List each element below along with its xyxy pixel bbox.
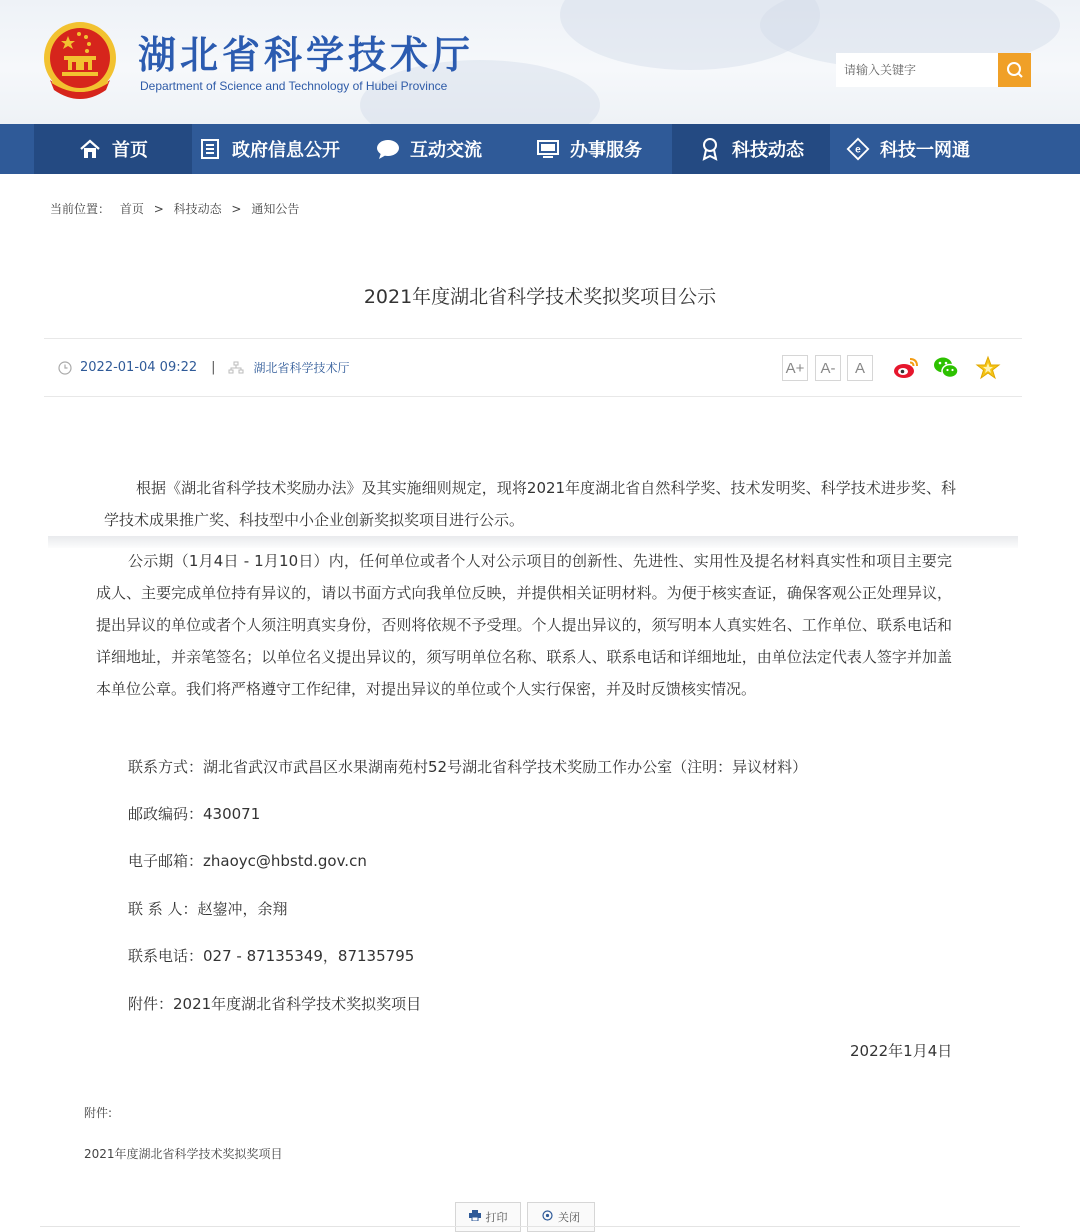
print-label: 打印: [485, 1211, 508, 1224]
organization-icon: [228, 361, 244, 375]
article-meta: [58, 359, 350, 376]
clock-icon: [58, 361, 72, 375]
attachment-link[interactable]: 2021年度湖北省科学技术奖拟奖项目: [84, 1147, 283, 1161]
site-subtitle: Department of Science and Technology of Hubei Province: [140, 79, 448, 93]
attachment-label: 附件:: [84, 1106, 113, 1120]
font-decrease-button[interactable]: A-: [815, 355, 841, 381]
font-default-button[interactable]: A: [847, 355, 873, 381]
email: 电子邮箱：zhaoyc@hbstd.gov.cn: [128, 852, 367, 870]
nav-item-services[interactable]: [536, 124, 642, 174]
weibo-icon[interactable]: [892, 354, 920, 382]
article-meta-bar: [44, 338, 1022, 397]
print-button[interactable]: [455, 1202, 521, 1232]
postcode: 邮政编码：430071: [128, 805, 261, 823]
close-label: 关闭: [558, 1211, 580, 1224]
nav-item-interaction[interactable]: [376, 124, 482, 174]
nav-item-home[interactable]: [34, 124, 192, 174]
close-button[interactable]: [527, 1202, 595, 1232]
article-source: 湖北省科学技术厅: [253, 361, 350, 375]
site-header: [0, 0, 1080, 124]
breadcrumb-item-notices[interactable]: 通知公告: [251, 202, 300, 216]
nav-item-label: 首页: [112, 140, 148, 161]
signature-date: 2022年1月4日: [850, 1042, 953, 1060]
publish-date: 2022-01-04 09:22: [80, 360, 198, 375]
phone: 联系电话：027 - 87135349，87135795: [128, 947, 415, 965]
meta-separator: |: [211, 360, 216, 375]
national-emblem-icon[interactable]: [42, 20, 118, 102]
breadcrumb: [50, 200, 305, 217]
breadcrumb-separator: >: [231, 202, 242, 216]
chat-bubble-icon: [376, 137, 400, 161]
svg-text:e: e: [855, 144, 861, 156]
search-input[interactable]: [836, 53, 998, 87]
breadcrumb-separator: >: [153, 202, 164, 216]
footer-divider: [40, 1226, 1020, 1227]
close-circle-icon: [542, 1210, 553, 1224]
site-title: 湖北省科学技术厅: [138, 32, 475, 77]
search-button[interactable]: [998, 53, 1031, 87]
search-icon: [1005, 60, 1025, 80]
nav-item-label: 政府信息公开: [232, 140, 340, 161]
font-increase-button[interactable]: A+: [782, 355, 808, 381]
favorite-star-icon[interactable]: [974, 354, 1002, 382]
article-paragraph: 根据《湖北省科学技术奖励办法》及其实施细则规定，现将2021年度湖北省自然科学奖、技术发明奖、科学技术进步奖、科学技术成果推广奖、科技型中小企业创新奖拟奖项目进行公示。: [104, 479, 956, 529]
nav-item-label: 科技一网通: [880, 140, 970, 161]
award-icon: [698, 137, 722, 161]
article-title: 2021年度湖北省科学技术奖拟奖项目公示: [363, 286, 717, 308]
breadcrumb-prefix: 当前位置：: [50, 202, 111, 216]
main-nav: [0, 124, 1080, 174]
e-link-icon: [846, 137, 870, 161]
home-icon: [78, 137, 102, 161]
breadcrumb-item-sci-news[interactable]: 科技动态: [173, 202, 222, 216]
nav-item-one-network[interactable]: [846, 124, 970, 174]
contact-person: 联 系 人：赵鋆冲，余翔: [128, 900, 288, 918]
breadcrumb-item-home[interactable]: 首页: [119, 202, 144, 216]
nav-item-gov-info[interactable]: [198, 124, 340, 174]
article-paragraph: 公示期（1月4日 - 1月10日）内，任何单位或者个人对公示项目的创新性、先进性、实用性及提名材料真实性和项目主要完成人、主要完成单位持有异议的，请以书面方式向我单位反映，并提供相关证明材料。为便于核实查证，确保客观公正处理异议，提出异议的单位或者个人须注明真实身份，否则将依规不予受理。个人提出异议的，须写明本人真实姓名、工作单位、联系电话和详细地址，并亲笔签名；以单位名义提出异议的，须写明单位名称、联系人、联系电话和详细地址，由单位法定代表人签字并加盖本单位公章。我们将严格遵守工作纪律，对提出异议的单位或个人实行保密，并及时反馈核实情况。: [96, 552, 952, 698]
nav-item-sci-news[interactable]: [672, 124, 830, 174]
nav-item-label: 办事服务: [570, 140, 642, 161]
wechat-icon[interactable]: [932, 354, 960, 382]
monitor-icon: [536, 137, 560, 161]
attachment-line: 附件：2021年度湖北省科学技术奖拟奖项目: [128, 995, 422, 1013]
nav-item-label: 互动交流: [410, 140, 482, 161]
contact-address: 联系方式：湖北省武汉市武昌区水果湖南苑村52号湖北省科学技术奖励工作办公室（注明：异议材料）: [128, 758, 808, 776]
nav-item-label: 科技动态: [732, 140, 804, 161]
printer-icon: [469, 1210, 481, 1224]
document-list-icon: [198, 137, 222, 161]
